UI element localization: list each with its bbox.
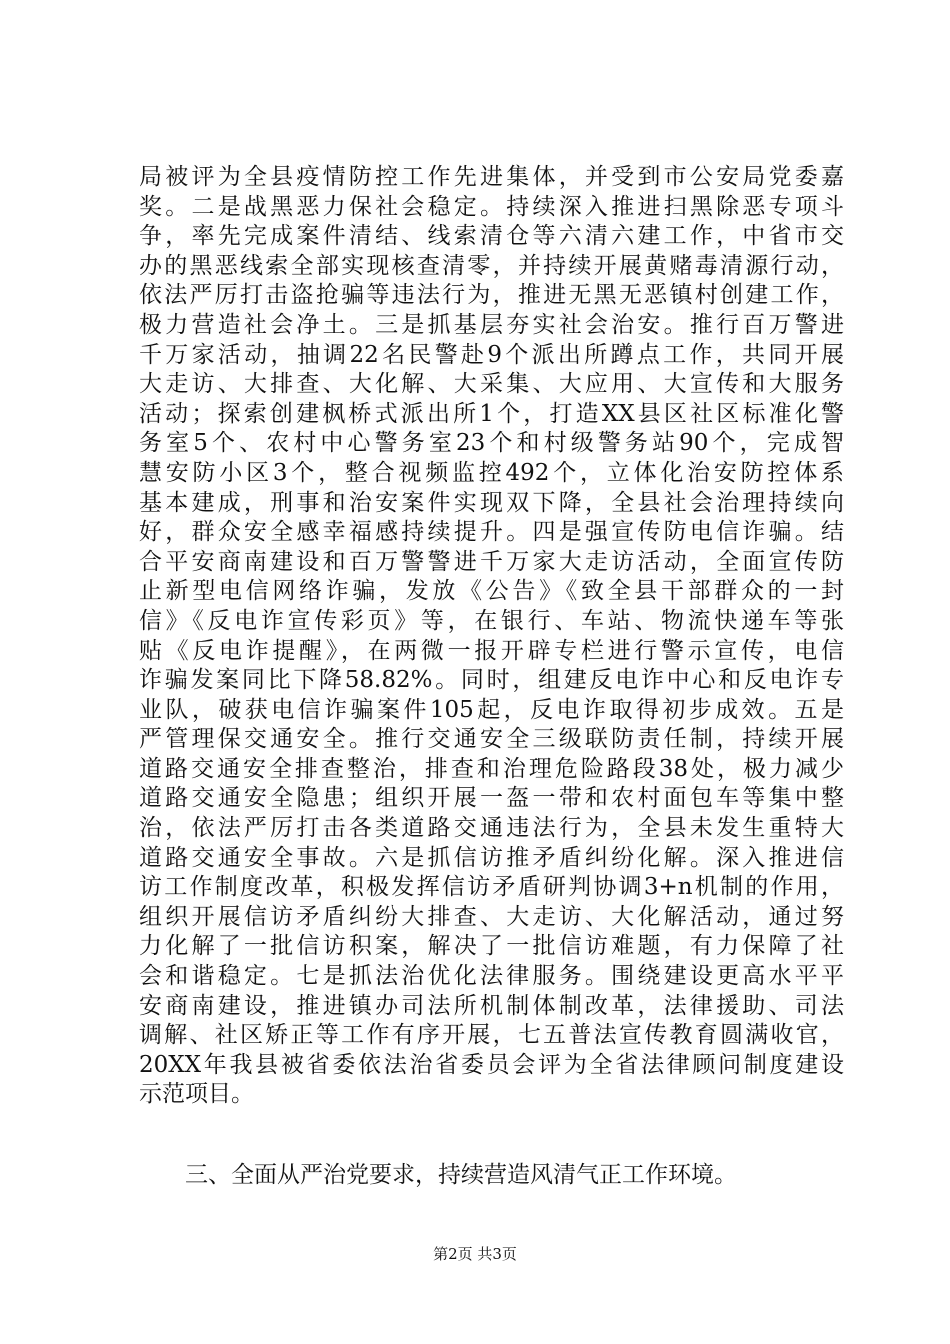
- text-line: 示范项目。: [139, 1081, 254, 1108]
- text-line: 依法严厉打击盗抢骗等违法行为，推进无黑无恶镇村创建工作，: [139, 282, 844, 309]
- text-line: 局被评为全县疫情防控工作先进集体，并受到市公安局党委嘉: [139, 164, 844, 190]
- text-line: 组织开展信访矛盾纠纷大排查、大走访、大化解活动，通过努: [139, 903, 844, 930]
- text-line: 力化解了一批信访积案，解决了一批信访难题，有力保障了社: [139, 933, 844, 960]
- text-line: 奖。二是战黑恶力保社会稳定。持续深入推进扫黑除恶专项斗: [139, 193, 844, 220]
- text-line: 争，率先完成案件清结、线索清仓等六清六建工作，中省市交: [139, 223, 844, 250]
- text-line: 道路交通安全隐患；组织开展一盔一带和农村面包车等集中整: [139, 785, 844, 812]
- text-line: 贴《反电诈提醒》，在两微一报开辟专栏进行警示宣传，电信: [139, 637, 844, 664]
- text-line: 调解、社区矫正等工作有序开展，七五普法宣传教育圆满收官，: [139, 1022, 844, 1049]
- text-line: 访工作制度改革，积极发挥信访矛盾研判协调3+n机制的作用，: [139, 874, 844, 901]
- text-line: 千万家活动，抽调22名民警赴9个派出所蹲点工作，共同开展: [139, 341, 844, 368]
- text-line: 办的黑恶线索全部实现核查清零，并持续开展黄赌毒清源行动，: [139, 252, 844, 279]
- text-line: 合平安商南建设和百万警警进千万家大走访活动，全面宣传防: [139, 548, 844, 575]
- text-line: 信》《反电诈宣传彩页》等，在银行、车站、物流快递车等张: [139, 607, 844, 634]
- text-line: 会和谐稳定。七是抓法治优化法律服务。围绕建设更高水平平: [139, 963, 844, 990]
- text-line: 极力营造社会净土。三是抓基层夯实社会治安。推行百万警进: [139, 311, 844, 338]
- page-footer: 第2页 共3页: [433, 1245, 517, 1263]
- text-line: 治，依法严厉打击各类道路交通违法行为，全县未发生重特大: [139, 815, 844, 842]
- text-line: 安商南建设，推进镇办司法所机制体制改革，法律援助、司法: [139, 992, 844, 1019]
- section-heading: 三、全面从严治党要求，持续营造风清气正工作环境。: [185, 1162, 737, 1188]
- text-line: 好，群众安全感幸福感持续提升。四是强宣传防电信诈骗。结: [139, 519, 844, 546]
- text-line: 20XX年我县被省委依法治省委员会评为全省法律顾问制度建设: [139, 1051, 844, 1078]
- text-line: 道路交通安全排查整治，排查和治理危险路段38处，极力减少: [139, 755, 844, 782]
- text-line: 业队，破获电信诈骗案件105起，反电诈取得初步成效。五是: [139, 696, 844, 723]
- text-line: 诈骗发案同比下降58.82%。同时，组建反电诈中心和反电诈专: [139, 667, 844, 694]
- text-line: 慧安防小区3个，整合视频监控492个，立体化治安防控体系: [139, 459, 844, 486]
- text-line: 基本建成，刑事和治安案件实现双下降，全县社会治理持续向: [139, 489, 844, 516]
- text-line: 大走访、大排查、大化解、大采集、大应用、大宣传和大服务: [139, 371, 844, 398]
- text-line: 活动；探索创建枫桥式派出所1个，打造XX县区社区标准化警: [139, 400, 844, 427]
- body-paragraph: [139, 163, 844, 1110]
- text-line: 严管理保交通安全。推行交通安全三级联防责任制，持续开展: [139, 726, 844, 753]
- text-line: 道路交通安全事故。六是抓信访推矛盾纠纷化解。深入推进信: [139, 844, 844, 871]
- text-line: 务室5个、农村中心警务室23个和村级警务站90个，完成智: [139, 430, 844, 457]
- text-line: 止新型电信网络诈骗，发放《公告》《致全县干部群众的一封: [139, 578, 844, 605]
